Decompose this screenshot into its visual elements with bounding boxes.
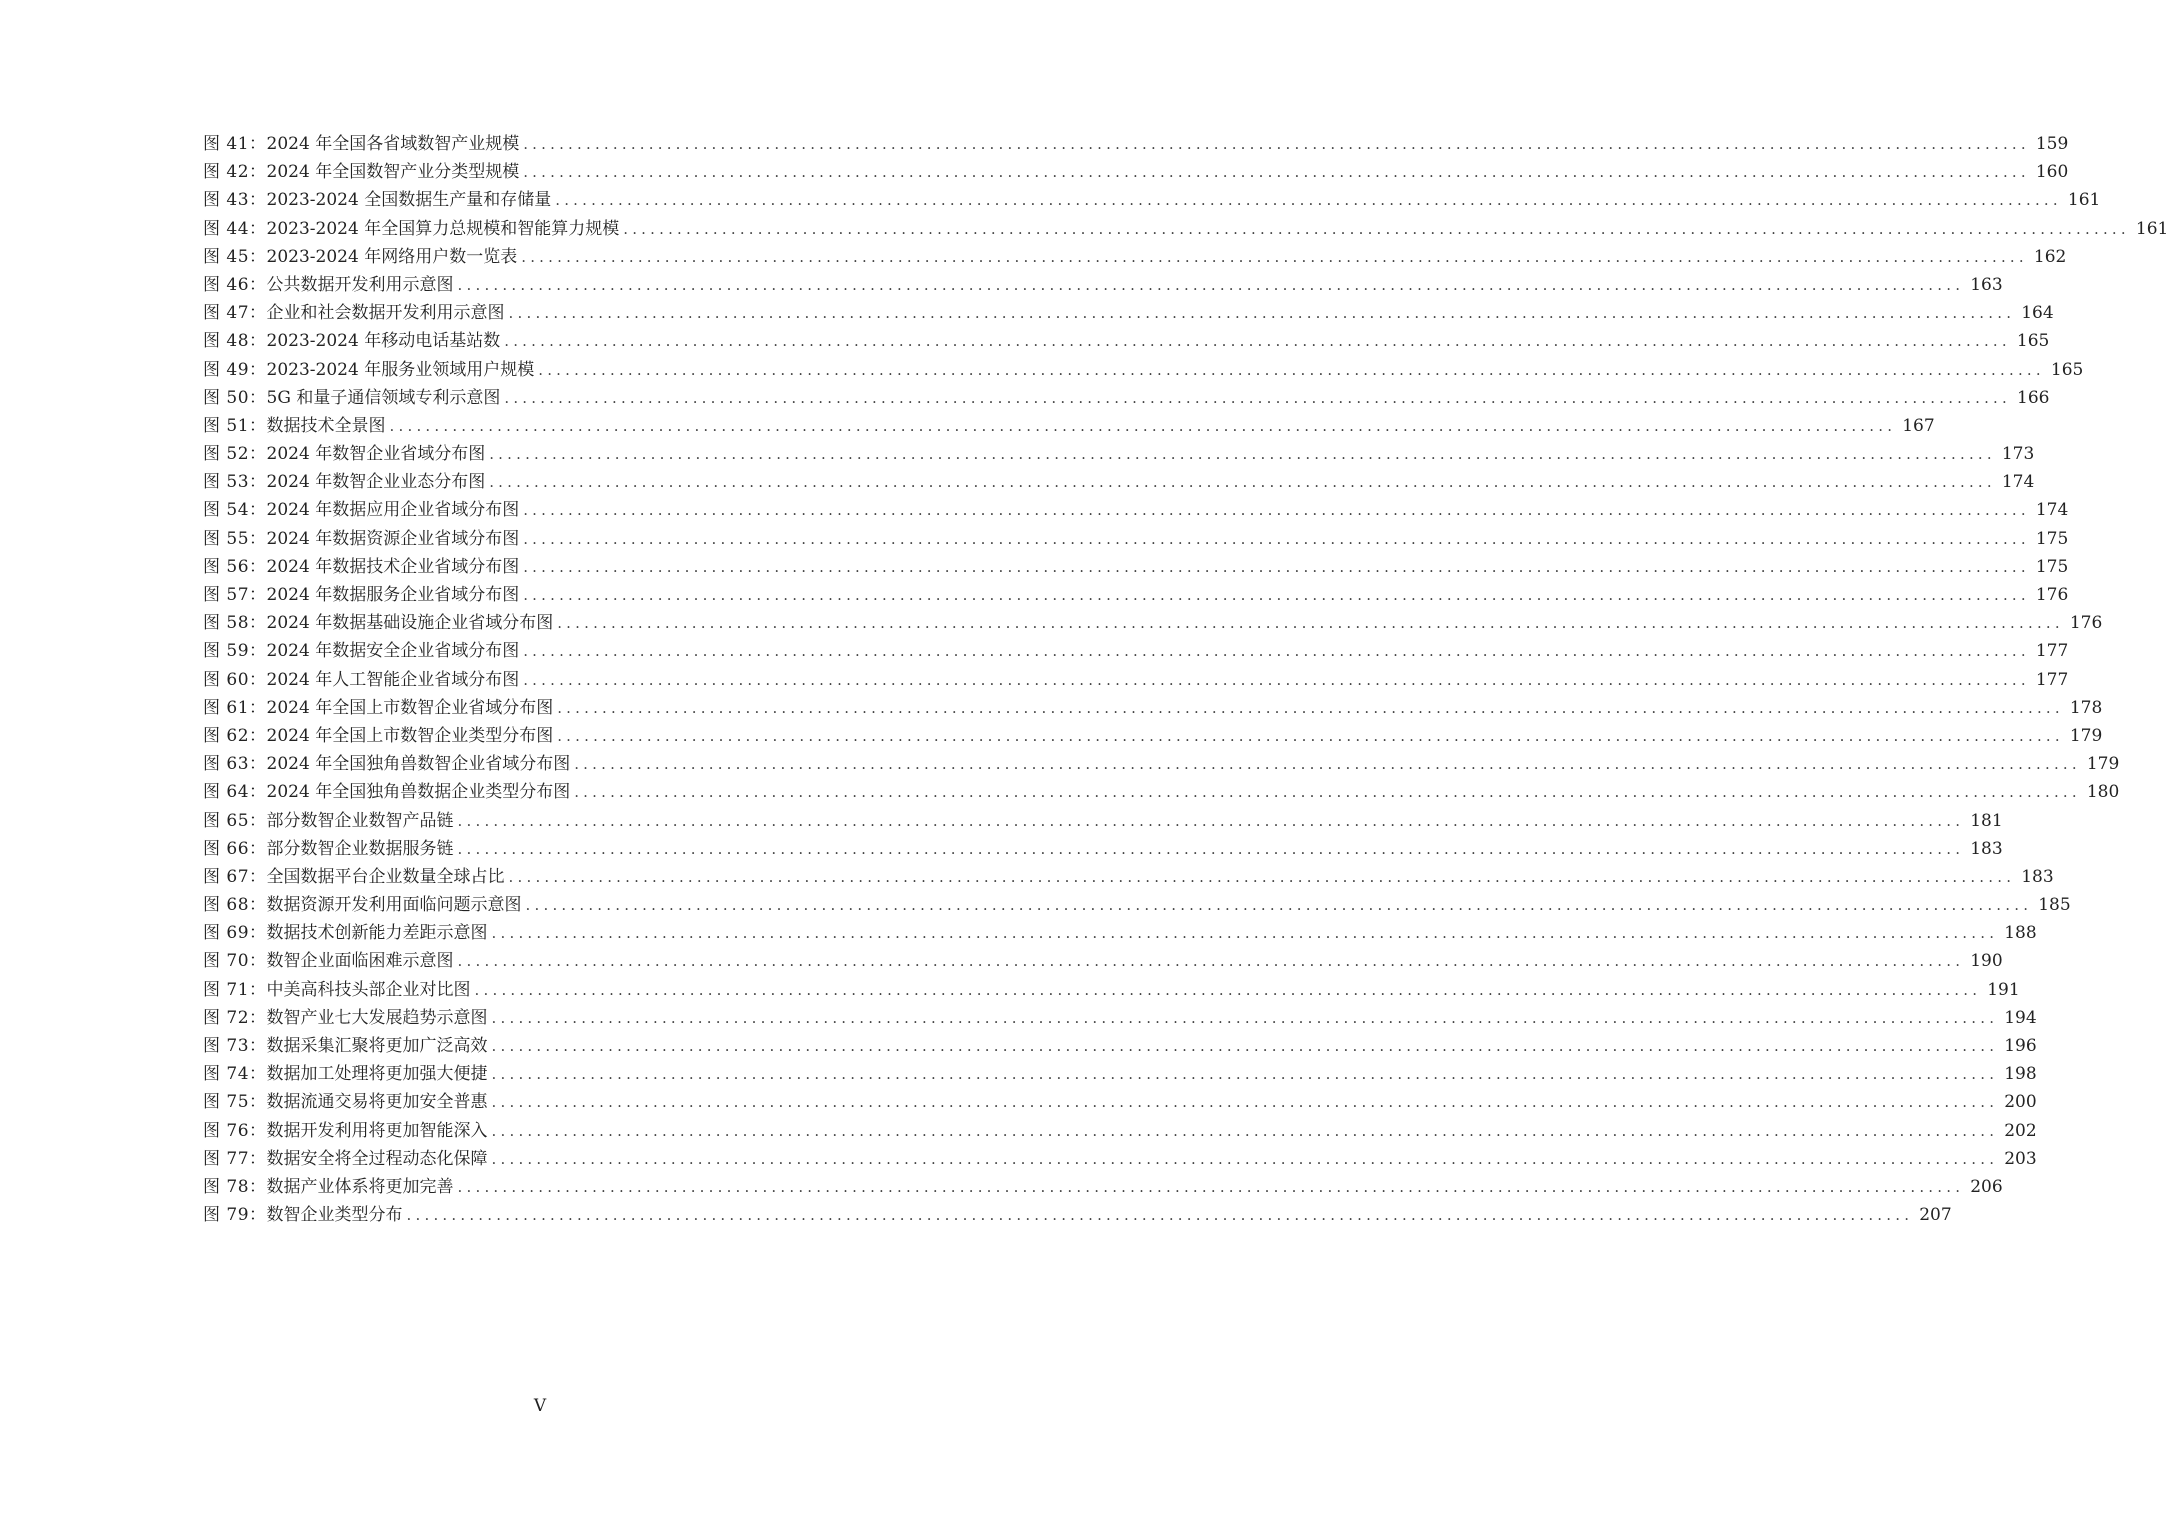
entry-title: 2024 年数智企业省域分布图: [266, 444, 486, 465]
entry-label: 图 41：: [203, 134, 267, 154]
toc-entry[interactable]: [203, 1145, 2037, 1173]
dot-leader: [523, 553, 2030, 581]
entry-page-number: 175: [2035, 528, 2069, 549]
entry-title: 2024 年数据资源企业省域分布图: [266, 528, 520, 549]
entry-page-number: 165: [2016, 331, 2050, 352]
entry-label: 图 62：: [203, 725, 267, 746]
dot-leader: [492, 1060, 1999, 1088]
dot-leader: [521, 243, 2028, 271]
dot-leader: [390, 412, 1897, 440]
toc-entry[interactable]: [203, 384, 2050, 412]
toc-entry[interactable]: [203, 1088, 2037, 1116]
entry-title: 数据流通交易将更加安全普惠: [266, 1092, 488, 1113]
entry-title: 数智产业七大发展趋势示意图: [266, 1007, 488, 1028]
entry-label: 图 43：: [203, 190, 267, 211]
dot-leader: [523, 581, 2030, 609]
dot-leader: [623, 215, 2130, 243]
dot-leader: [523, 666, 2030, 694]
entry-title: 2024 年全国独角兽数智企业省域分布图: [266, 754, 571, 775]
entry-page-number: 183: [2021, 866, 2054, 887]
entry-label: 图 49：: [203, 359, 267, 380]
entry-page-number: 183: [1970, 838, 2003, 859]
entry-title: 2024 年人工智能企业省域分布图: [266, 669, 520, 690]
entry-page-number: 174: [2035, 500, 2069, 521]
toc-entry[interactable]: [203, 356, 2084, 384]
entry-title: 2024 年全国上市数智企业省域分布图: [266, 697, 554, 718]
dot-leader: [555, 186, 2062, 214]
entry-page-number: 198: [2004, 1064, 2037, 1085]
toc-entry[interactable]: [203, 440, 2035, 468]
entry-page-number: 160: [2035, 162, 2069, 183]
toc-entry[interactable]: [203, 496, 2069, 524]
toc-entry[interactable]: [203, 976, 2020, 1004]
toc-entry[interactable]: [203, 609, 2103, 637]
dot-leader: [523, 158, 2030, 186]
toc-entry[interactable]: [203, 947, 2003, 975]
entry-title: 2023-2024 年移动电话基站数: [266, 331, 501, 352]
entry-title: 2023-2024 全国数据生产量和存储量: [266, 190, 552, 211]
entry-title: 数据加工处理将更加强大便捷: [266, 1064, 488, 1085]
entry-title: 中美高科技头部企业对比图: [266, 979, 471, 1000]
entry-label: 图 52：: [203, 444, 267, 465]
dot-leader: [458, 1173, 1965, 1201]
toc-entry[interactable]: [203, 581, 2069, 609]
entry-title: 2024 年数据应用企业省域分布图: [266, 500, 520, 521]
entry-label: 图 61：: [203, 697, 267, 718]
entry-page-number: 175: [2035, 556, 2069, 577]
entry-title: 2024 年数据安全企业省域分布图: [266, 641, 520, 662]
toc-entry[interactable]: [203, 468, 2035, 496]
toc-entry[interactable]: [203, 750, 2120, 778]
entry-page-number: 163: [1970, 274, 2003, 295]
entry-label: 图 47：: [203, 303, 267, 324]
toc-entry[interactable]: [203, 130, 2069, 158]
entry-label: 图 54：: [203, 500, 267, 521]
entry-page-number: 180: [2086, 782, 2120, 803]
entry-page-number: 200: [2004, 1092, 2037, 1113]
entry-label: 图 70：: [203, 951, 267, 972]
entry-label: 图 48：: [203, 331, 267, 352]
entry-label: 图 46：: [203, 274, 267, 295]
entry-title: 数据采集汇聚将更加广泛高效: [266, 1036, 488, 1056]
page-number: V: [533, 1396, 547, 1416]
toc-entry[interactable]: [203, 1004, 2037, 1032]
entry-page-number: 191: [1987, 979, 2020, 1000]
entry-page-number: 179: [2086, 754, 2120, 775]
entry-label: 图 77：: [203, 1148, 267, 1169]
toc-entry[interactable]: [203, 1060, 2037, 1088]
entry-label: 图 56：: [203, 556, 267, 577]
dot-leader: [523, 496, 2030, 524]
entry-label: 图 74：: [203, 1064, 267, 1085]
entry-page-number: 159: [2035, 134, 2069, 154]
entry-page-number: 181: [1970, 810, 2003, 831]
entry-page-number: 176: [2035, 585, 2069, 605]
dot-leader: [489, 468, 1996, 496]
dot-leader: [492, 919, 1999, 947]
dot-leader: [523, 130, 2030, 158]
dot-leader: [458, 947, 1965, 975]
dot-leader: [458, 271, 1965, 299]
toc-entry[interactable]: [203, 891, 2071, 919]
entry-title: 部分数智企业数据服务链: [266, 838, 454, 859]
entry-title: 数据技术全景图: [266, 415, 386, 436]
entry-title: 2023-2024 年全国算力总规模和智能算力规模: [266, 218, 620, 239]
entry-label: 图 72：: [203, 1007, 267, 1028]
dot-leader: [489, 440, 1996, 468]
entry-title: 2024 年数据技术企业省域分布图: [266, 556, 520, 577]
toc-entry[interactable]: [203, 1201, 1952, 1229]
dot-leader: [557, 722, 2064, 750]
entry-label: 图 45：: [203, 246, 267, 267]
toc-entry[interactable]: [203, 637, 2069, 665]
entry-label: 图 71：: [203, 979, 267, 1000]
entry-page-number: 174: [2001, 472, 2035, 493]
dot-leader: [504, 384, 2011, 412]
toc-entry[interactable]: [203, 215, 2168, 243]
dot-leader: [458, 835, 1965, 863]
entry-title: 2024 年全国独角兽数据企业类型分布图: [266, 782, 571, 803]
dot-leader: [407, 1201, 1914, 1229]
entry-page-number: 161: [2135, 218, 2168, 239]
entry-page-number: 194: [2004, 1007, 2037, 1028]
dot-leader: [458, 807, 1965, 835]
entry-title: 公共数据开发利用示意图: [266, 274, 454, 295]
entry-page-number: 178: [2069, 697, 2103, 718]
entry-title: 数智企业类型分布: [266, 1205, 403, 1226]
dot-leader: [492, 1004, 1999, 1032]
entry-page-number: 165: [2050, 359, 2084, 380]
entry-label: 图 50：: [203, 387, 267, 408]
toc-entry[interactable]: [203, 919, 2037, 947]
entry-label: 图 53：: [203, 472, 267, 493]
entry-page-number: 177: [2035, 641, 2069, 662]
entry-title: 数据资源开发利用面临问题示意图: [266, 895, 522, 916]
entry-title: 2024 年全国上市数智企业类型分布图: [266, 725, 554, 746]
dot-leader: [509, 299, 2016, 327]
entry-label: 图 65：: [203, 810, 267, 831]
toc-entry[interactable]: [203, 412, 1935, 440]
entry-page-number: 161: [2067, 190, 2101, 211]
entry-title: 2023-2024 年网络用户数一览表: [266, 246, 518, 267]
entry-title: 2023-2024 年服务业领域用户规模: [266, 359, 535, 380]
toc-entry[interactable]: [203, 299, 2054, 327]
dot-leader: [475, 976, 1982, 1004]
dot-leader: [538, 356, 2045, 384]
entry-page-number: 164: [2021, 303, 2054, 324]
entry-page-number: 190: [1970, 951, 2003, 972]
dot-leader: [557, 694, 2064, 722]
entry-page-number: 177: [2035, 669, 2069, 690]
toc-entry[interactable]: [203, 778, 2120, 806]
entry-page-number: 206: [1970, 1176, 2003, 1197]
dot-leader: [526, 891, 2033, 919]
entry-page-number: 162: [2033, 246, 2067, 267]
toc-entry[interactable]: [203, 807, 2003, 835]
entry-title: 部分数智企业数智产品链: [266, 810, 454, 831]
entry-title: 全国数据平台企业数量全球占比: [266, 866, 505, 887]
toc-entry[interactable]: [203, 243, 2067, 271]
entry-title: 数据安全将全过程动态化保障: [266, 1148, 488, 1169]
dot-leader: [574, 778, 2081, 806]
entry-page-number: 173: [2001, 444, 2035, 465]
entry-label: 图 63：: [203, 754, 267, 775]
entry-label: 图 42：: [203, 162, 267, 183]
toc-entry[interactable]: [203, 1032, 2037, 1060]
dot-leader: [504, 327, 2011, 355]
entry-title: 2024 年数智企业业态分布图: [266, 472, 486, 493]
entry-title: 2024 年全国各省域数智产业规模: [266, 134, 520, 154]
entry-label: 图 79：: [203, 1205, 267, 1226]
entry-label: 图 67：: [203, 866, 267, 887]
entry-title: 数据产业体系将更加完善: [266, 1176, 454, 1197]
entry-page-number: 196: [2004, 1036, 2037, 1056]
entry-title: 数据技术创新能力差距示意图: [266, 923, 488, 944]
entry-label: 图 55：: [203, 528, 267, 549]
toc-entry[interactable]: [203, 694, 2103, 722]
toc-entry[interactable]: [203, 666, 2069, 694]
toc-entry[interactable]: [203, 525, 2069, 553]
toc-entry[interactable]: [203, 327, 2050, 355]
entry-label: 图 57：: [203, 585, 267, 605]
dot-leader: [523, 525, 2030, 553]
toc-entry[interactable]: [203, 1173, 2003, 1201]
entry-page-number: 188: [2004, 923, 2037, 944]
entry-page-number: 167: [1902, 415, 1935, 436]
dot-leader: [574, 750, 2081, 778]
entry-label: 图 73：: [203, 1036, 267, 1056]
entry-label: 图 59：: [203, 641, 267, 662]
entry-page-number: 185: [2038, 895, 2071, 916]
entry-label: 图 76：: [203, 1120, 267, 1141]
entry-page-number: 207: [1919, 1205, 1952, 1226]
entry-page-number: 202: [2004, 1120, 2037, 1141]
entry-title: 5G 和量子通信领域专利示意图: [266, 387, 501, 408]
toc-entry[interactable]: [203, 722, 2103, 750]
toc-entry[interactable]: [203, 186, 2101, 214]
toc-entry[interactable]: [203, 863, 2054, 891]
dot-leader: [509, 863, 2016, 891]
toc-entry[interactable]: [203, 271, 2003, 299]
dot-leader: [492, 1117, 1999, 1145]
toc-entry[interactable]: [203, 158, 2069, 186]
entry-label: 图 69：: [203, 923, 267, 944]
entry-page-number: 166: [2017, 387, 2050, 408]
entry-label: 图 58：: [203, 613, 267, 634]
dot-leader: [492, 1145, 1999, 1173]
toc-entry[interactable]: [203, 835, 2003, 863]
dot-leader: [492, 1032, 1999, 1060]
entry-label: 图 64：: [203, 782, 267, 803]
toc-entry[interactable]: [203, 1117, 2037, 1145]
toc-entry[interactable]: [203, 553, 2069, 581]
entry-label: 图 51：: [203, 415, 267, 436]
entry-page-number: 203: [2004, 1148, 2037, 1169]
entry-label: 图 44：: [203, 218, 267, 239]
entry-title: 2024 年数据基础设施企业省域分布图: [266, 613, 554, 634]
dot-leader: [523, 637, 2030, 665]
entry-page-number: 176: [2069, 613, 2103, 634]
entry-page-number: 179: [2069, 725, 2103, 746]
dot-leader: [492, 1088, 1999, 1116]
entry-label: 图 66：: [203, 838, 267, 859]
entry-title: 2024 年数据服务企业省域分布图: [266, 585, 520, 605]
entry-label: 图 60：: [203, 669, 267, 690]
entry-title: 数智企业面临困难示意图: [266, 951, 454, 972]
entry-label: 图 68：: [203, 895, 267, 916]
figure-list: [203, 130, 2168, 1229]
entry-label: 图 75：: [203, 1092, 267, 1113]
entry-title: 企业和社会数据开发利用示意图: [266, 303, 505, 324]
entry-title: 数据开发利用将更加智能深入: [266, 1120, 488, 1141]
entry-title: 2024 年全国数智产业分类型规模: [266, 162, 520, 183]
dot-leader: [557, 609, 2064, 637]
entry-label: 图 78：: [203, 1176, 267, 1197]
